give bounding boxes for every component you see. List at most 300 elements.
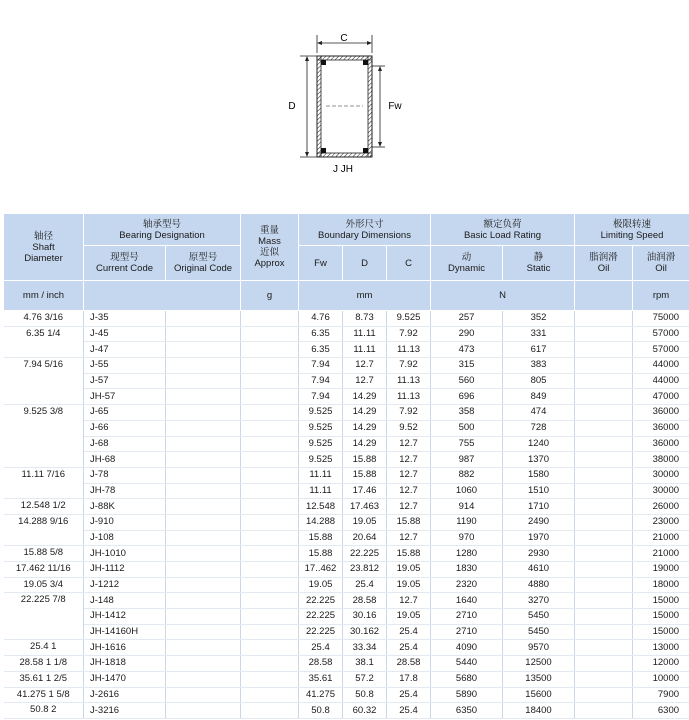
original-code-cell bbox=[166, 452, 241, 468]
dynamic-load-cell: 2710 bbox=[431, 609, 503, 625]
mass-cell bbox=[241, 514, 299, 530]
c-cell: 25.4 bbox=[387, 640, 431, 656]
shaft-diameter-cell: 25.4 1 bbox=[4, 640, 84, 656]
shaft-diameter-cell: 41.275 1 5/8 bbox=[4, 687, 84, 703]
table-row bbox=[4, 609, 689, 625]
static-load-cell: 1580 bbox=[503, 467, 575, 483]
mass-cell bbox=[241, 562, 299, 578]
c-cell: 25.4 bbox=[387, 703, 431, 719]
static-load-cell: 5450 bbox=[503, 609, 575, 625]
d-cell: 60.32 bbox=[343, 703, 387, 719]
original-code-cell bbox=[166, 499, 241, 515]
static-load-cell: 2930 bbox=[503, 546, 575, 562]
static-load-cell: 617 bbox=[503, 342, 575, 358]
header-bearing-designation: 轴承型号 Bearing Designation bbox=[84, 214, 241, 246]
mass-cell bbox=[241, 656, 299, 672]
static-load-cell: 1370 bbox=[503, 452, 575, 468]
c-cell: 11.13 bbox=[387, 342, 431, 358]
oil-speed-cell: 18000 bbox=[633, 577, 689, 593]
c-cell: 12.7 bbox=[387, 483, 431, 499]
original-code-cell bbox=[166, 530, 241, 546]
d-cell: 30.162 bbox=[343, 624, 387, 640]
c-cell: 25.4 bbox=[387, 687, 431, 703]
oil-speed-cell: 57000 bbox=[633, 342, 689, 358]
current-code-cell: J-55 bbox=[84, 358, 166, 374]
d-cell: 15.88 bbox=[343, 452, 387, 468]
static-load-cell: 9570 bbox=[503, 640, 575, 656]
d-cell: 22.225 bbox=[343, 546, 387, 562]
dynamic-load-cell: 696 bbox=[431, 389, 503, 405]
oil-speed-cell: 6300 bbox=[633, 703, 689, 719]
shaft-diameter-cell: 35.61 1 2/5 bbox=[4, 671, 84, 687]
grease-speed-cell bbox=[575, 483, 633, 499]
table-row bbox=[4, 593, 689, 609]
mass-cell bbox=[241, 420, 299, 436]
d-cell: 8.73 bbox=[343, 311, 387, 327]
shaft-diameter-cell: 28.58 1 1/8 bbox=[4, 656, 84, 672]
fw-cell: 22.225 bbox=[299, 624, 343, 640]
mass-cell bbox=[241, 358, 299, 374]
mass-cell bbox=[241, 389, 299, 405]
table-row bbox=[4, 342, 689, 358]
mass-cell bbox=[241, 373, 299, 389]
oil-speed-cell: 30000 bbox=[633, 483, 689, 499]
mass-cell bbox=[241, 577, 299, 593]
current-code-cell: JH-14160H bbox=[84, 624, 166, 640]
shaft-diameter-cell: 19.05 3/4 bbox=[4, 577, 84, 593]
header-oil: 油润滑 Oil bbox=[633, 246, 689, 281]
dynamic-load-cell: 1190 bbox=[431, 514, 503, 530]
shaft-diameter-cell: 22.225 7/8 bbox=[4, 593, 84, 640]
mass-cell bbox=[241, 671, 299, 687]
original-code-cell bbox=[166, 436, 241, 452]
fw-cell: 22.225 bbox=[299, 609, 343, 625]
mass-cell bbox=[241, 405, 299, 421]
table-row bbox=[4, 687, 689, 703]
fw-cell: 22.225 bbox=[299, 593, 343, 609]
table-row bbox=[4, 358, 689, 374]
current-code-cell: J-910 bbox=[84, 514, 166, 530]
dynamic-load-cell: 315 bbox=[431, 358, 503, 374]
fw-cell: 17..462 bbox=[299, 562, 343, 578]
original-code-cell bbox=[166, 562, 241, 578]
dynamic-load-cell: 6350 bbox=[431, 703, 503, 719]
mass-cell bbox=[241, 452, 299, 468]
fw-cell: 28.58 bbox=[299, 656, 343, 672]
dynamic-load-cell: 1830 bbox=[431, 562, 503, 578]
header-basic-load-rating: 额定负荷 Basic Load Rating bbox=[431, 214, 575, 246]
original-code-cell bbox=[166, 546, 241, 562]
static-load-cell: 3270 bbox=[503, 593, 575, 609]
d-cell: 17.463 bbox=[343, 499, 387, 515]
d-cell: 57.2 bbox=[343, 671, 387, 687]
current-code-cell: J-148 bbox=[84, 593, 166, 609]
table-row bbox=[4, 640, 689, 656]
shaft-diameter-cell: 6.35 1/4 bbox=[4, 326, 84, 357]
spec-table-body bbox=[4, 311, 689, 719]
original-code-cell bbox=[166, 389, 241, 405]
grease-speed-cell bbox=[575, 687, 633, 703]
static-load-cell: 728 bbox=[503, 420, 575, 436]
c-cell: 25.4 bbox=[387, 624, 431, 640]
mass-cell bbox=[241, 483, 299, 499]
dynamic-load-cell: 500 bbox=[431, 420, 503, 436]
table-row bbox=[4, 546, 689, 562]
fw-cell: 6.35 bbox=[299, 342, 343, 358]
dynamic-load-cell: 882 bbox=[431, 467, 503, 483]
d-cell: 11.11 bbox=[343, 326, 387, 342]
oil-speed-cell: 57000 bbox=[633, 326, 689, 342]
dynamic-load-cell: 2710 bbox=[431, 624, 503, 640]
d-cell: 14.29 bbox=[343, 405, 387, 421]
grease-speed-cell bbox=[575, 452, 633, 468]
c-cell: 7.92 bbox=[387, 326, 431, 342]
dimension-c bbox=[317, 33, 372, 53]
oil-speed-cell: 36000 bbox=[633, 405, 689, 421]
current-code-cell: J-88K bbox=[84, 499, 166, 515]
mass-cell bbox=[241, 687, 299, 703]
c-cell: 17.8 bbox=[387, 671, 431, 687]
shaft-diameter-cell: 12.548 1/2 bbox=[4, 499, 84, 515]
table-row bbox=[4, 436, 689, 452]
dynamic-load-cell: 290 bbox=[431, 326, 503, 342]
fw-cell: 12.548 bbox=[299, 499, 343, 515]
grease-speed-cell bbox=[575, 405, 633, 421]
static-load-cell: 1240 bbox=[503, 436, 575, 452]
d-cell: 14.29 bbox=[343, 420, 387, 436]
shaft-diameter-cell: 17.462 11/16 bbox=[4, 562, 84, 578]
dynamic-load-cell: 1060 bbox=[431, 483, 503, 499]
current-code-cell: J-66 bbox=[84, 420, 166, 436]
c-cell: 9.52 bbox=[387, 420, 431, 436]
current-code-cell: J-57 bbox=[84, 373, 166, 389]
unit-mass: g bbox=[241, 281, 299, 311]
fw-cell: 50.8 bbox=[299, 703, 343, 719]
grease-speed-cell bbox=[575, 562, 633, 578]
grease-speed-cell bbox=[575, 593, 633, 609]
dynamic-load-cell: 1640 bbox=[431, 593, 503, 609]
bearing-spec-table bbox=[3, 213, 689, 719]
grease-speed-cell bbox=[575, 609, 633, 625]
static-load-cell: 474 bbox=[503, 405, 575, 421]
original-code-cell bbox=[166, 593, 241, 609]
grease-speed-cell bbox=[575, 420, 633, 436]
current-code-cell: J-68 bbox=[84, 436, 166, 452]
d-cell: 19.05 bbox=[343, 514, 387, 530]
fw-cell: 19.05 bbox=[299, 577, 343, 593]
c-cell: 12.7 bbox=[387, 452, 431, 468]
header-grease: 脂润滑 Oil bbox=[575, 246, 633, 281]
original-code-cell bbox=[166, 342, 241, 358]
shaft-diameter-cell: 4.76 3/16 bbox=[4, 311, 84, 327]
mass-cell bbox=[241, 530, 299, 546]
grease-speed-cell bbox=[575, 530, 633, 546]
grease-speed-cell bbox=[575, 624, 633, 640]
fw-cell: 35.61 bbox=[299, 671, 343, 687]
grease-speed-cell bbox=[575, 436, 633, 452]
oil-speed-cell: 75000 bbox=[633, 311, 689, 327]
oil-speed-cell: 47000 bbox=[633, 389, 689, 405]
oil-speed-cell: 23000 bbox=[633, 514, 689, 530]
table-row bbox=[4, 483, 689, 499]
current-code-cell: J-108 bbox=[84, 530, 166, 546]
current-code-cell: JH-1412 bbox=[84, 609, 166, 625]
bearing-outline bbox=[317, 56, 372, 157]
oil-speed-cell: 36000 bbox=[633, 436, 689, 452]
oil-speed-cell: 15000 bbox=[633, 593, 689, 609]
grease-speed-cell bbox=[575, 546, 633, 562]
dynamic-load-cell: 5680 bbox=[431, 671, 503, 687]
mass-cell bbox=[241, 640, 299, 656]
oil-speed-cell: 21000 bbox=[633, 546, 689, 562]
header-fw: Fw bbox=[299, 246, 343, 281]
grease-speed-cell bbox=[575, 703, 633, 719]
static-load-cell: 805 bbox=[503, 373, 575, 389]
fw-cell: 25.4 bbox=[299, 640, 343, 656]
table-row bbox=[4, 530, 689, 546]
grease-speed-cell bbox=[575, 577, 633, 593]
fw-cell: 11.11 bbox=[299, 483, 343, 499]
d-cell: 15.88 bbox=[343, 467, 387, 483]
oil-speed-cell: 15000 bbox=[633, 609, 689, 625]
table-row bbox=[4, 373, 689, 389]
grease-speed-cell bbox=[575, 514, 633, 530]
fw-cell: 7.94 bbox=[299, 373, 343, 389]
grease-speed-cell bbox=[575, 342, 633, 358]
static-load-cell: 383 bbox=[503, 358, 575, 374]
dynamic-load-cell: 257 bbox=[431, 311, 503, 327]
d-cell: 50.8 bbox=[343, 687, 387, 703]
grease-speed-cell bbox=[575, 640, 633, 656]
oil-speed-cell: 10000 bbox=[633, 671, 689, 687]
dimension-fw bbox=[372, 66, 402, 147]
d-cell: 12.7 bbox=[343, 358, 387, 374]
grease-speed-cell bbox=[575, 373, 633, 389]
table-row bbox=[4, 420, 689, 436]
shaft-diameter-cell: 11.11 7/16 bbox=[4, 467, 84, 498]
original-code-cell bbox=[166, 577, 241, 593]
header-d: D bbox=[343, 246, 387, 281]
mass-cell bbox=[241, 499, 299, 515]
table-row bbox=[4, 311, 689, 327]
oil-speed-cell: 12000 bbox=[633, 656, 689, 672]
dynamic-load-cell: 5890 bbox=[431, 687, 503, 703]
oil-speed-cell: 21000 bbox=[633, 530, 689, 546]
c-cell: 12.7 bbox=[387, 499, 431, 515]
fw-cell: 41.275 bbox=[299, 687, 343, 703]
header-boundary-dimensions: 外形尺寸 Boundary Dimensions bbox=[299, 214, 431, 246]
table-row bbox=[4, 514, 689, 530]
label-types: J JH bbox=[333, 164, 353, 175]
static-load-cell: 15600 bbox=[503, 687, 575, 703]
table-row bbox=[4, 389, 689, 405]
current-code-cell: J-45 bbox=[84, 326, 166, 342]
unit-dims: mm bbox=[299, 281, 431, 311]
static-load-cell: 331 bbox=[503, 326, 575, 342]
dynamic-load-cell: 755 bbox=[431, 436, 503, 452]
grease-speed-cell bbox=[575, 389, 633, 405]
current-code-cell: J-1212 bbox=[84, 577, 166, 593]
c-cell: 11.13 bbox=[387, 389, 431, 405]
shaft-diameter-cell: 15.88 5/8 bbox=[4, 546, 84, 562]
d-cell: 14.29 bbox=[343, 436, 387, 452]
c-cell: 9.525 bbox=[387, 311, 431, 327]
fw-cell: 9.525 bbox=[299, 452, 343, 468]
fw-cell: 6.35 bbox=[299, 326, 343, 342]
original-code-cell bbox=[166, 420, 241, 436]
original-code-cell bbox=[166, 405, 241, 421]
label-d: D bbox=[288, 101, 296, 112]
shaft-diameter-cell: 50.8 2 bbox=[4, 703, 84, 719]
c-cell: 12.7 bbox=[387, 467, 431, 483]
current-code-cell: J-65 bbox=[84, 405, 166, 421]
table-row bbox=[4, 577, 689, 593]
dimension-d bbox=[288, 56, 320, 157]
c-cell: 12.7 bbox=[387, 593, 431, 609]
current-code-cell: J-35 bbox=[84, 311, 166, 327]
dynamic-load-cell: 358 bbox=[431, 405, 503, 421]
fw-cell: 15.88 bbox=[299, 530, 343, 546]
fw-cell: 4.76 bbox=[299, 311, 343, 327]
dynamic-load-cell: 560 bbox=[431, 373, 503, 389]
original-code-cell bbox=[166, 671, 241, 687]
current-code-cell: JH-1010 bbox=[84, 546, 166, 562]
header-mass: 重量 Mass 近似 Approx bbox=[241, 214, 299, 281]
table-row bbox=[4, 467, 689, 483]
original-code-cell bbox=[166, 326, 241, 342]
grease-speed-cell bbox=[575, 467, 633, 483]
mass-cell bbox=[241, 311, 299, 327]
dynamic-load-cell: 970 bbox=[431, 530, 503, 546]
fw-cell: 11.11 bbox=[299, 467, 343, 483]
grease-speed-cell bbox=[575, 326, 633, 342]
unit-shaft: mm / inch bbox=[4, 281, 84, 311]
fw-cell: 9.525 bbox=[299, 436, 343, 452]
c-cell: 15.88 bbox=[387, 546, 431, 562]
fw-cell: 9.525 bbox=[299, 420, 343, 436]
table-row bbox=[4, 624, 689, 640]
d-cell: 30.16 bbox=[343, 609, 387, 625]
original-code-cell bbox=[166, 311, 241, 327]
mass-cell bbox=[241, 593, 299, 609]
fw-cell: 15.88 bbox=[299, 546, 343, 562]
dynamic-load-cell: 473 bbox=[431, 342, 503, 358]
current-code-cell: JH-1818 bbox=[84, 656, 166, 672]
d-cell: 25.4 bbox=[343, 577, 387, 593]
table-row bbox=[4, 703, 689, 719]
unit-designation-blank bbox=[84, 281, 241, 311]
d-cell: 12.7 bbox=[343, 373, 387, 389]
static-load-cell: 13500 bbox=[503, 671, 575, 687]
oil-speed-cell: 44000 bbox=[633, 358, 689, 374]
fw-cell: 7.94 bbox=[299, 389, 343, 405]
d-cell: 28.58 bbox=[343, 593, 387, 609]
header-current-code: 现型号 Current Code bbox=[84, 246, 166, 281]
original-code-cell bbox=[166, 373, 241, 389]
c-cell: 19.05 bbox=[387, 577, 431, 593]
original-code-cell bbox=[166, 483, 241, 499]
d-cell: 11.11 bbox=[343, 342, 387, 358]
current-code-cell: JH-1616 bbox=[84, 640, 166, 656]
d-cell: 17.46 bbox=[343, 483, 387, 499]
shaft-diameter-cell: 14.288 9/16 bbox=[4, 514, 84, 545]
header-c: C bbox=[387, 246, 431, 281]
table-row bbox=[4, 562, 689, 578]
original-code-cell bbox=[166, 514, 241, 530]
unit-grease-blank bbox=[575, 281, 633, 311]
original-code-cell bbox=[166, 358, 241, 374]
current-code-cell: JH-1112 bbox=[84, 562, 166, 578]
mass-cell bbox=[241, 546, 299, 562]
dynamic-load-cell: 1280 bbox=[431, 546, 503, 562]
shaft-diameter-cell: 7.94 5/16 bbox=[4, 358, 84, 405]
oil-speed-cell: 13000 bbox=[633, 640, 689, 656]
oil-speed-cell: 7900 bbox=[633, 687, 689, 703]
dynamic-load-cell: 987 bbox=[431, 452, 503, 468]
shaft-diameter-cell: 9.525 3/8 bbox=[4, 405, 84, 468]
d-cell: 33.34 bbox=[343, 640, 387, 656]
label-fw: Fw bbox=[388, 101, 402, 112]
mass-cell bbox=[241, 609, 299, 625]
oil-speed-cell: 30000 bbox=[633, 467, 689, 483]
static-load-cell: 12500 bbox=[503, 656, 575, 672]
original-code-cell bbox=[166, 624, 241, 640]
static-load-cell: 18400 bbox=[503, 703, 575, 719]
current-code-cell: J-47 bbox=[84, 342, 166, 358]
current-code-cell: J-3216 bbox=[84, 703, 166, 719]
original-code-cell bbox=[166, 467, 241, 483]
original-code-cell bbox=[166, 687, 241, 703]
header-shaft-diameter: 轴径 Shaft Diameter bbox=[4, 214, 84, 281]
current-code-cell: JH-68 bbox=[84, 452, 166, 468]
c-cell: 19.05 bbox=[387, 562, 431, 578]
current-code-cell: JH-57 bbox=[84, 389, 166, 405]
original-code-cell bbox=[166, 703, 241, 719]
original-code-cell bbox=[166, 656, 241, 672]
header-static: 静 Static bbox=[503, 246, 575, 281]
mass-cell bbox=[241, 342, 299, 358]
current-code-cell: J-78 bbox=[84, 467, 166, 483]
original-code-cell bbox=[166, 609, 241, 625]
original-code-cell bbox=[166, 640, 241, 656]
c-cell: 12.7 bbox=[387, 436, 431, 452]
static-load-cell: 5450 bbox=[503, 624, 575, 640]
table-row bbox=[4, 656, 689, 672]
c-cell: 15.88 bbox=[387, 514, 431, 530]
static-load-cell: 4880 bbox=[503, 577, 575, 593]
static-load-cell: 849 bbox=[503, 389, 575, 405]
label-c: C bbox=[340, 33, 348, 44]
grease-speed-cell bbox=[575, 358, 633, 374]
fw-cell: 14.288 bbox=[299, 514, 343, 530]
unit-speed: rpm bbox=[633, 281, 689, 311]
d-cell: 38.1 bbox=[343, 656, 387, 672]
fw-cell: 7.94 bbox=[299, 358, 343, 374]
dynamic-load-cell: 4090 bbox=[431, 640, 503, 656]
oil-speed-cell: 44000 bbox=[633, 373, 689, 389]
static-load-cell: 352 bbox=[503, 311, 575, 327]
grease-speed-cell bbox=[575, 499, 633, 515]
table-row bbox=[4, 405, 689, 421]
c-cell: 12.7 bbox=[387, 530, 431, 546]
mass-cell bbox=[241, 467, 299, 483]
grease-speed-cell bbox=[575, 656, 633, 672]
unit-load: N bbox=[431, 281, 575, 311]
grease-speed-cell bbox=[575, 671, 633, 687]
mass-cell bbox=[241, 326, 299, 342]
bearing-diagram bbox=[0, 0, 689, 212]
static-load-cell: 2490 bbox=[503, 514, 575, 530]
